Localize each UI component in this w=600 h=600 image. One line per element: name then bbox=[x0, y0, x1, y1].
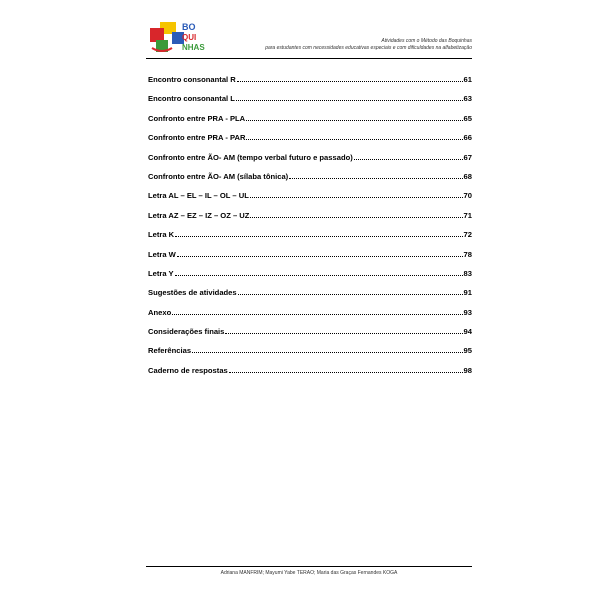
toc-entry-page: 70 bbox=[463, 191, 472, 201]
toc-entry-title: Confronto entre PRA - PAR bbox=[148, 133, 246, 143]
toc-leader-dots bbox=[175, 268, 463, 276]
toc-entry-page: 65 bbox=[463, 113, 472, 123]
svg-text:NHAS: NHAS bbox=[182, 43, 205, 52]
toc-leader-dots bbox=[354, 152, 463, 160]
header-divider bbox=[146, 58, 472, 59]
toc-entry[interactable] bbox=[148, 268, 472, 287]
toc-entry-page: 98 bbox=[463, 365, 472, 375]
boquinhas-logo bbox=[146, 18, 212, 56]
toc-entry-title: Encontro consonantal R bbox=[148, 75, 236, 84]
footer-divider bbox=[146, 566, 472, 567]
toc-entry[interactable] bbox=[148, 307, 472, 326]
toc-entry[interactable] bbox=[148, 287, 472, 306]
toc-entry-title: Letra W bbox=[148, 249, 176, 259]
toc-leader-dots bbox=[250, 190, 463, 198]
toc-entry-title: Letra K bbox=[148, 230, 175, 240]
toc-entry-page: 71 bbox=[463, 210, 472, 220]
toc-entry-title: Caderno de respostas bbox=[148, 365, 228, 375]
toc-entry-page: 68 bbox=[463, 171, 472, 181]
toc-leader-dots bbox=[175, 229, 462, 237]
toc-entry-page: 93 bbox=[463, 307, 472, 317]
toc-entry-title: Confronto entre ÃO- AM (tempo verbal futuro e passado) bbox=[148, 152, 353, 162]
toc-leader-dots bbox=[192, 345, 462, 353]
toc-leader-dots bbox=[237, 74, 463, 82]
svg-text:QUI: QUI bbox=[182, 33, 197, 42]
toc-leader-dots bbox=[246, 113, 462, 121]
toc-leader-dots bbox=[250, 210, 462, 218]
toc-leader-dots bbox=[236, 93, 463, 101]
header-line-2: para estudantes com necessidades educativas especiais e com dificuldades na alfabetização bbox=[265, 45, 472, 51]
toc-entry-title: Encontro consonantal L bbox=[148, 94, 235, 104]
toc-entry[interactable] bbox=[148, 229, 472, 248]
toc-leader-dots bbox=[177, 249, 463, 257]
toc-entry[interactable] bbox=[148, 210, 472, 229]
toc-entry[interactable] bbox=[148, 249, 472, 268]
toc-entry[interactable] bbox=[148, 171, 472, 190]
toc-entry-title: Confronto entre ÃO- AM (sílaba tônica) bbox=[148, 171, 289, 181]
toc-entry-page: 78 bbox=[463, 249, 472, 259]
header-text bbox=[265, 38, 472, 52]
toc-entry-page: 91 bbox=[463, 288, 472, 298]
toc-leader-dots bbox=[172, 307, 462, 315]
toc-entry-page: 83 bbox=[463, 268, 472, 278]
toc-leader-dots bbox=[289, 171, 462, 179]
toc-entry-title: Letra AL – EL – IL – OL – UL bbox=[148, 191, 249, 201]
toc-entry[interactable] bbox=[148, 93, 472, 112]
svg-text:BO: BO bbox=[182, 22, 196, 32]
toc-entry[interactable] bbox=[148, 326, 472, 345]
toc-entry-title: Referências bbox=[148, 346, 192, 356]
toc-leader-dots bbox=[229, 365, 463, 373]
toc-entry[interactable] bbox=[148, 74, 472, 93]
toc-entry-page: 94 bbox=[463, 327, 472, 337]
toc-entry-page: 67 bbox=[463, 152, 472, 162]
toc-entry[interactable] bbox=[148, 345, 472, 364]
toc-entry-page: 63 bbox=[463, 94, 472, 104]
toc-entry-page: 72 bbox=[463, 230, 472, 240]
toc-entry[interactable] bbox=[148, 113, 472, 132]
toc-leader-dots bbox=[225, 326, 462, 334]
toc-entry[interactable] bbox=[148, 365, 472, 384]
toc-entry-title: Confronto entre PRA - PLA bbox=[148, 113, 246, 123]
toc-entry-page: 61 bbox=[463, 75, 472, 84]
header-line-1: Atividades com o Método das Boquinhas bbox=[381, 38, 472, 44]
table-of-contents bbox=[148, 74, 472, 384]
toc-entry-title: Considerações finais bbox=[148, 327, 225, 337]
toc-leader-dots bbox=[238, 287, 463, 295]
toc-leader-dots bbox=[246, 132, 462, 140]
toc-entry-title: Anexo bbox=[148, 307, 172, 317]
toc-entry[interactable] bbox=[148, 152, 472, 171]
toc-entry[interactable] bbox=[148, 190, 472, 209]
toc-entry-page: 66 bbox=[463, 133, 472, 143]
toc-entry-page: 95 bbox=[463, 346, 472, 356]
toc-entry-title: Letra Y bbox=[148, 268, 174, 278]
toc-entry-title: Letra AZ – EZ – IZ – OZ – UZ bbox=[148, 210, 250, 220]
toc-entry[interactable] bbox=[148, 132, 472, 151]
toc-entry-title: Sugestões de atividades bbox=[148, 288, 237, 298]
footer-authors: Adriana MANFRIM; Mayumi Yabe TERAO; Maria das Graças Fernandes KOGA bbox=[220, 570, 398, 576]
